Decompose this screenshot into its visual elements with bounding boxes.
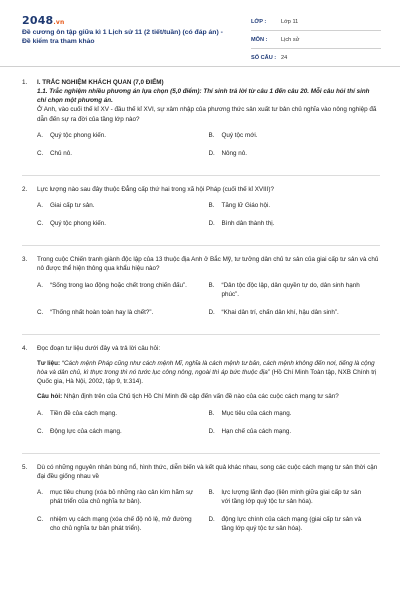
meta-value: Lớp 11: [281, 18, 299, 25]
doc-title: Đề cương ôn tập giữa kì 1 Lịch sử 11 (2 tiết/tuần) (có đáp án) - Đề kiểm tra tham khảo: [22, 29, 223, 46]
source-passage: [37, 359, 380, 386]
question-text: Ở Anh, vào cuối thế kỉ XV - đầu thế kỉ XVI, sự xâm nhập của phương thức sản xuất tư bản chủ nghĩa vào nông nghiệp đã dẫn đến sự ra đời của tầng lớp nào?: [37, 106, 377, 123]
option-c[interactable]: [37, 308, 209, 317]
option-text: Quý tộc phong kiến.: [50, 220, 107, 228]
option-b[interactable]: [209, 409, 381, 418]
option-b[interactable]: [209, 281, 381, 299]
question-number: 3.: [22, 256, 28, 264]
option-text: “Thống nhất hoàn toàn hay là chết?”.: [50, 308, 154, 316]
site-logo[interactable]: [22, 14, 64, 27]
question-text: Dù có những nguyên nhân bùng nổ, hình thức, diễn biến và kết quả khác nhau, song các cuộc cách mạng tư sản thời cận đại đều giống nhau về: [37, 463, 378, 480]
question-list: [22, 78, 380, 560]
option-letter: A.: [37, 202, 43, 209]
ask: [37, 392, 380, 401]
option-text: “Sống trong lao động hoặc chết trong chiến đấu”.: [50, 281, 187, 289]
doc-header: [0, 0, 400, 67]
option-letter: C.: [37, 516, 44, 524]
meta-value: 24: [281, 54, 288, 61]
option-text: mục tiêu chung (xóa bỏ những rào cản kìm hãm sự phát triển của chủ nghĩa tư bản).: [50, 489, 194, 506]
source-reference: (Hồ Chí Minh Toàn tập, NXB Chính trị Quốc gia, Hà Nội, 2002, tập 9, tr.314).: [37, 369, 377, 386]
option-letter: D.: [208, 308, 215, 316]
option-c[interactable]: [37, 427, 209, 436]
option-letter: A.: [37, 131, 43, 139]
option-letter: C.: [37, 427, 44, 435]
meta-count-row: [251, 49, 381, 67]
doc-meta: [251, 13, 381, 67]
option-c[interactable]: [37, 515, 209, 533]
option-letter: A.: [37, 409, 43, 417]
option-text: Động lực của cách mạng.: [50, 427, 122, 435]
option-d[interactable]: [209, 515, 381, 533]
option-c[interactable]: [37, 149, 209, 158]
option-letter: B.: [208, 202, 215, 209]
question-body: [37, 78, 380, 124]
option-text: Hạn chế của cách mạng.: [221, 427, 292, 435]
question-number: 4.: [22, 344, 28, 352]
option-letter: D.: [208, 220, 215, 228]
option-text: lực lượng lãnh đạo (liên minh giữa giai cấp tư sản với tầng lớp quý tộc tư sản hóa).: [221, 489, 362, 506]
instruction-text: Thí sinh trả lời từ câu 1 đến câu 20. Mỗi câu hỏi thí sinh chỉ chọn một phương án.: [37, 88, 370, 105]
option-a[interactable]: [37, 488, 209, 506]
option-text: Giai cấp tư sản.: [50, 202, 95, 209]
options: [37, 488, 380, 543]
option-letter: B.: [208, 409, 215, 417]
option-letter: D.: [208, 149, 215, 157]
option-d[interactable]: [209, 427, 381, 436]
option-letter: A.: [37, 489, 43, 496]
options: [37, 201, 380, 237]
option-letter: D.: [208, 427, 215, 435]
option-letter: C.: [37, 220, 44, 228]
option-text: nhiệm vụ cách mạng (xóa chế độ nô lệ, mở đường cho chủ nghĩa tư bản phát triển).: [50, 516, 192, 533]
options: [37, 409, 380, 445]
option-letter: D.: [208, 516, 215, 524]
question-number: 2.: [22, 185, 28, 193]
option-d[interactable]: [209, 149, 381, 158]
logo-suffix: .vn: [53, 19, 65, 26]
question-5: [22, 463, 380, 551]
instruction-label: 1.1. Trắc nghiệm nhiều phương án lựa chọn (5,0 điểm):: [37, 88, 202, 96]
option-text: Tăng lữ Giáo hội.: [221, 202, 271, 209]
ask-label: Câu hỏi:: [37, 393, 63, 401]
section-instruction: [37, 87, 380, 105]
option-text: Quý tộc mới.: [221, 131, 258, 139]
option-letter: A.: [37, 281, 43, 289]
options: [37, 131, 380, 167]
option-text: Nông nô.: [221, 149, 248, 157]
option-b[interactable]: [209, 131, 381, 140]
question-1: [22, 78, 380, 176]
ask-text: Nhận định trên của Chủ tịch Hồ Chí Minh đề cập đến vấn đề nào của các cuộc cách mạng tư sản?: [62, 393, 339, 401]
question-3: [22, 255, 380, 335]
option-text: Quý tộc phong kiến.: [50, 131, 107, 139]
option-text: động lực chính của cách mạng (giai cấp tư sản và tầng lớp quý tộc tư sản hóa).: [221, 516, 362, 533]
option-d[interactable]: [209, 219, 381, 228]
option-text: Mục tiêu của cách mạng.: [221, 409, 292, 417]
option-text: “Dân tộc độc lập, dân quyền tự do, dân sinh hạnh phúc”.: [221, 281, 360, 298]
options: [37, 281, 380, 326]
question-4: [22, 344, 380, 454]
question-text: Lực lượng nào sau đây thuộc Đẳng cấp thứ hai trong xã hội Pháp (cuối thế kỉ XVIII)?: [37, 185, 274, 193]
meta-label: SỐ CÂU :: [251, 54, 277, 61]
option-text: Chủ nô.: [50, 149, 73, 157]
question-text: Đọc đoạn tư liệu dưới đây và trả lời câu hỏi:: [37, 344, 161, 352]
question-number: 1.: [22, 79, 28, 86]
option-a[interactable]: [37, 201, 209, 210]
option-letter: B.: [208, 489, 215, 496]
question-text: Trong cuộc Chiến tranh giành độc lập của 13 thuộc địa Anh ở Bắc Mỹ, tư tưởng dân chủ tư sản của giai cấp tư sản và chủ nô được thể hiện thông qua khẩu hiệu nào?: [37, 256, 379, 273]
option-a[interactable]: [37, 281, 209, 299]
question-2: [22, 185, 380, 246]
option-a[interactable]: [37, 409, 209, 418]
option-text: Tiền đề của cách mạng.: [50, 409, 117, 417]
logo-text: 2048: [22, 14, 54, 27]
option-b[interactable]: [209, 488, 381, 506]
option-letter: B.: [208, 131, 215, 139]
option-letter: C.: [37, 308, 44, 316]
option-letter: B.: [208, 281, 215, 289]
option-c[interactable]: [37, 219, 209, 228]
meta-class-row: [251, 13, 381, 31]
meta-label: MÔN :: [251, 36, 268, 43]
section-title: I. TRẮC NGHIỆM KHÁCH QUAN (7,0 ĐIỂM): [37, 79, 164, 86]
option-text: “Khai dân trí, chấn dân khí, hậu dân sinh”.: [221, 308, 339, 316]
option-b[interactable]: [209, 201, 381, 210]
option-a[interactable]: [37, 131, 209, 140]
option-d[interactable]: [209, 308, 381, 317]
option-letter: C.: [37, 149, 44, 157]
meta-value: Lịch sử: [281, 36, 300, 43]
source-quote: “Cách mệnh Pháp cũng như cách mệnh Mĩ, nghĩa là cách mệnh tư bản, cách mệnh không đến nơi, tiếng là cộng hòa và dân chủ, kì thực trong thì nó tước lục công nông, ngoài thì áp bức thuộc địa”: [37, 360, 375, 377]
meta-label: LỚP :: [251, 18, 267, 25]
meta-subject-row: [251, 31, 381, 49]
option-text: Bình dân thành thị.: [221, 220, 275, 228]
source-label: Tư liệu:: [37, 360, 61, 367]
question-number: 5.: [22, 463, 28, 471]
question-body: [37, 344, 380, 402]
